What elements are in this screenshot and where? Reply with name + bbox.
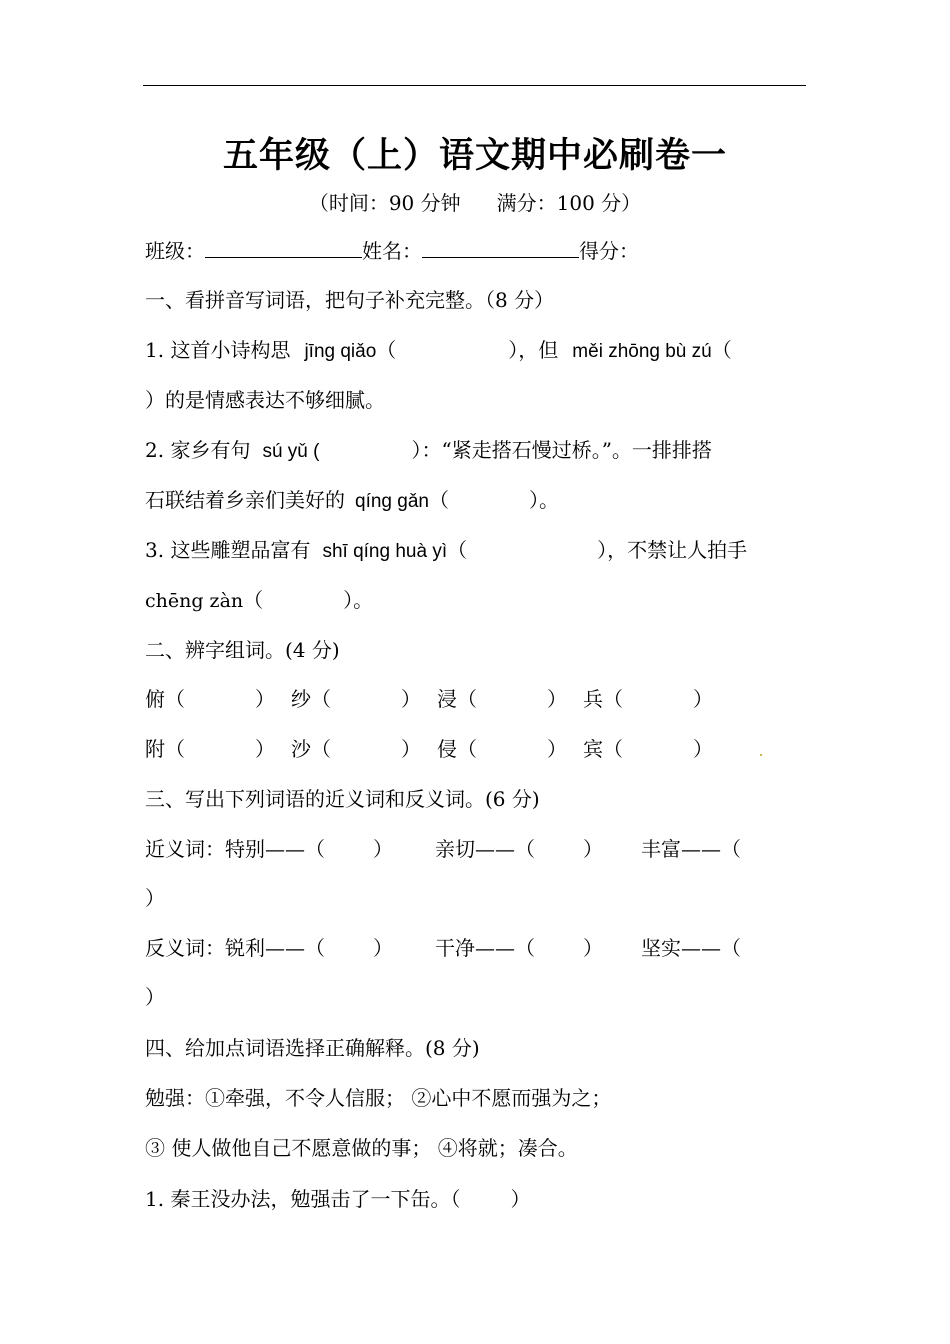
- pinyin-text: shī qíng huà yì: [322, 541, 448, 562]
- question-1-2: 2. 家乡有句 sú yǔ ( ）：“紧走搭石慢过桥。”。一排排搭: [145, 438, 712, 462]
- definition-line-1: 勉强：①牵强，不令人信服； ②心中不愿而强为之；: [145, 1086, 612, 1110]
- definition-line-2: ③ 使人做他自己不愿意做的事； ④将就；凑合。: [145, 1136, 578, 1160]
- pinyin-text: měi zhōng bù zú: [572, 341, 712, 362]
- class-label: 班级：: [145, 239, 205, 263]
- char-item: 兵: [583, 687, 603, 711]
- pinyin-text: chēng zàn: [145, 590, 244, 612]
- antonym-item: 锐利——（: [225, 936, 325, 960]
- time-info: （时间：90 分钟: [308, 191, 461, 215]
- char-item: 纱: [291, 687, 311, 711]
- pinyin-text: jīng qiǎo: [304, 341, 377, 362]
- question-1-3: 3. 这些雕塑品富有 shī qíng huà yì（ ），不禁让人拍手: [145, 538, 748, 562]
- synonym-item: 特别——（: [225, 837, 325, 861]
- question-1-1: 1. 这首小诗构思 jīng qiǎo（ ），但 měi zhōng bù zú（: [145, 338, 732, 362]
- antonym-row-cont: ）: [145, 985, 165, 1009]
- char-item: 宾: [583, 737, 603, 761]
- char-item: 附: [145, 737, 165, 761]
- antonym-label: 反义词：: [145, 936, 225, 960]
- student-info-line: [145, 237, 639, 265]
- antonym-row: 反义词：锐利——（ ） 干净——（ ） 坚实——（: [145, 936, 741, 960]
- exam-subtitle: [0, 187, 950, 216]
- section-4-heading: 四、给加点词语选择正确解释。(8 分): [145, 1036, 480, 1060]
- pinyin-text: qíng gǎn: [355, 491, 429, 512]
- section-1-heading: 一、看拼音写词语，把句子补充完整。（8 分）: [145, 288, 555, 312]
- section-3-heading: 三、写出下列词语的近义词和反义词。(6 分): [145, 787, 540, 811]
- char-item: 俯: [145, 687, 165, 711]
- score-label: 得分：: [579, 239, 639, 263]
- question-4-1: 1. 秦王没办法，勉强击了一下缶。（ ）: [145, 1187, 531, 1211]
- char-row-1: 俯（ ） 纱（ ） 浸（ ） 兵（ ）: [145, 687, 713, 711]
- pinyin-text: sú yǔ (: [262, 441, 320, 462]
- stray-dot: [760, 754, 762, 756]
- name-field[interactable]: [422, 237, 579, 258]
- question-1-1-cont: ）的是情感表达不够细腻。: [145, 388, 385, 412]
- synonym-item: 丰富——（: [641, 837, 741, 861]
- char-row-2: 附（ ） 沙（ ） 侵（ ） 宾（ ）: [145, 737, 713, 761]
- name-label: 姓名：: [362, 239, 422, 263]
- score-info: 满分：100 分）: [496, 191, 642, 215]
- section-2-heading: 二、辨字组词。(4 分): [145, 638, 340, 662]
- question-1-2-cont: 石联结着乡亲们美好的 qíng gǎn（ ）。: [145, 488, 559, 512]
- antonym-item: 坚实——（: [641, 936, 741, 960]
- char-item: 沙: [291, 737, 311, 761]
- exam-title: 五年级（上）语文期中必刷卷一: [222, 135, 727, 176]
- synonym-row-cont: ）: [145, 886, 165, 910]
- synonym-label: 近义词：: [145, 837, 225, 861]
- char-item: 浸: [437, 687, 457, 711]
- synonym-item: 亲切——（: [435, 837, 535, 861]
- char-item: 侵: [437, 737, 457, 761]
- question-1-3-cont: chēng zàn（ ）。: [145, 588, 374, 612]
- synonym-row: 近义词：特别——（ ） 亲切——（ ） 丰富——（: [145, 837, 741, 861]
- antonym-item: 干净——（: [435, 936, 535, 960]
- top-rule: [143, 85, 806, 86]
- class-field[interactable]: [205, 237, 362, 258]
